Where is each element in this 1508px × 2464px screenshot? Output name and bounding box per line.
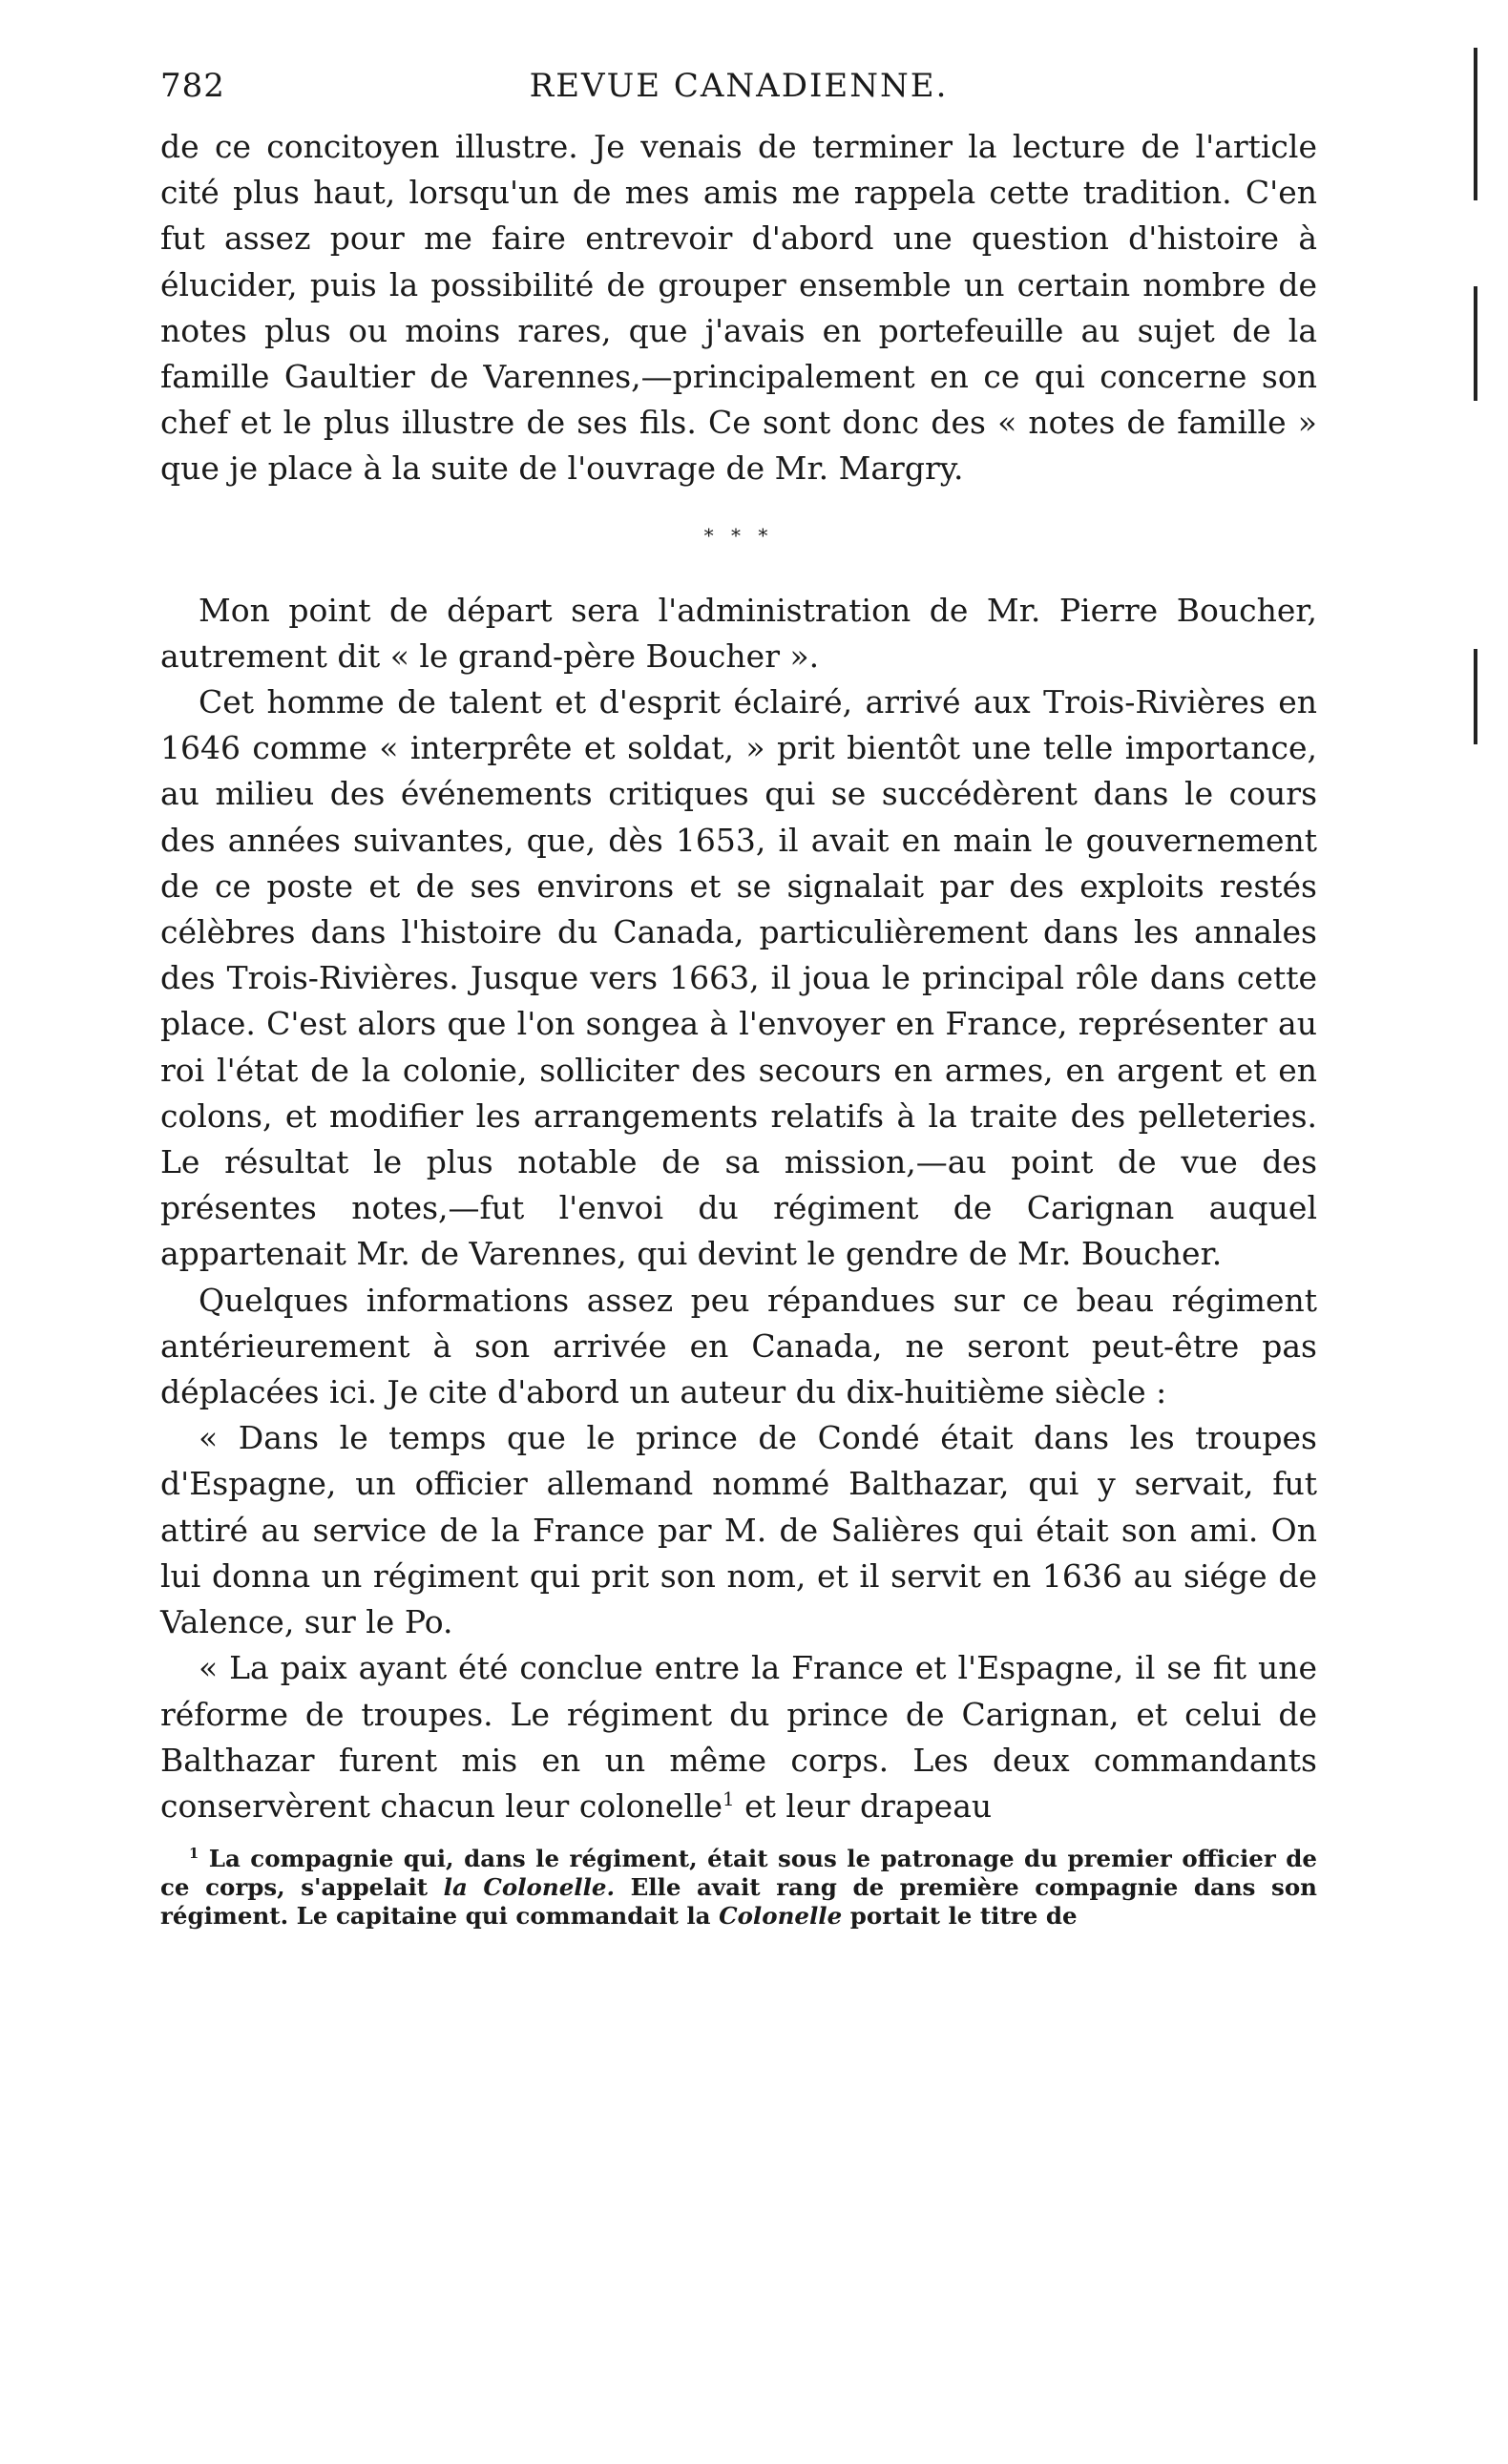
running-title: REVUE CANADIENNE. xyxy=(529,67,949,105)
document-page xyxy=(160,67,1317,1931)
footnote-italic-2: Colonelle xyxy=(719,1902,843,1931)
footnote-text-1: La compagnie qui, dans le régiment, était sous le patronage du premier officier de ce corps, s'appelait xyxy=(160,1845,1317,1902)
paragraph-6-tail: et leur drapeau xyxy=(734,1786,993,1825)
footnote-reference: 1 xyxy=(723,1787,735,1810)
paragraph-1: de ce concitoyen illustre. Je venais de terminer la lecture de l'article cité plus haut, lorsqu'un de mes amis me rappela cette tradition. C'en fut assez pour me faire entrevoir d'abord une question d'histoire à élucider, puis la possibilité de grouper ensemble un certain nombre de notes plus ou moins rares, que j'avais en portefeuille au sujet de la famille Gaultier de Varennes,—principalement en ce qui concerne son chef et le plus illustre de ses fils. Ce sont donc des « notes de famille » que je place à la suite de l'ouvrage de Mr. Margry. xyxy=(160,128,1317,488)
footnote-marker: 1 xyxy=(189,1845,199,1862)
margin-rule-upper xyxy=(1474,286,1477,401)
paragraph-5: « Dans le temps que le prince de Condé était dans les troupes d'Espagne, un officier allemand nommé Balthazar, qui y servait, fut attiré au service de la France par M. de Salières qui était son ami. On lui donna un régiment qui prit son nom, et il servit en 1636 au siége de Valence, sur le Po. xyxy=(160,1419,1317,1641)
section-separator: * * * xyxy=(703,523,774,547)
footnote-text-3: portait le titre de xyxy=(842,1902,1078,1931)
paragraph-6-text: « La paix ayant été conclue entre la France et l'Espagne, il se fit une réforme de troupes. Le régiment du prince de Carignan, et celui de Balthazar furent mis en un même corps. Les deux commandants conservèrent chacun leur colonelle xyxy=(160,1649,1317,1825)
paragraph-4: Quelques informations assez peu répandues sur ce beau régiment antérieurement à son arrivée en Canada, ne seront peut-être pas déplacées ici. Je cite d'abord un auteur du dix-huitième siècle : xyxy=(160,1281,1317,1411)
footnote-italic-1: la Colonelle. xyxy=(443,1873,616,1902)
margin-rule-top xyxy=(1474,48,1477,200)
footnotes xyxy=(160,1845,1317,1931)
footnote-text-2: Elle avait rang de première compagnie dans son régiment. Le capitaine qui commandait la xyxy=(160,1873,1317,1931)
page-header xyxy=(160,67,1317,124)
page-number: 782 xyxy=(160,67,225,105)
footnote-1 xyxy=(160,1845,1317,1931)
paragraph-2: Mon point de départ sera l'administration de Mr. Pierre Boucher, autrement dit « le grand-père Boucher ». xyxy=(160,591,1317,675)
paragraph-3: Cet homme de talent et d'esprit éclairé, arrivé aux Trois-Rivières en 1646 comme « interprête et soldat, » prit bientôt une telle importance, au milieu des événements critiques qui se succédèrent dans le cours des années suivantes, que, dès 1653, il avait en main le gouvernement de ce poste et de ses environs et se signalait par des exploits restés célèbres dans l'histoire du Canada, particulièrement dans les annales des Trois-Rivières. Jusque vers 1663, il joua le principal rôle dans cette place. C'est alors que l'on songea à l'envoyer en France, représenter au roi l'état de la colonie, solliciter des secours en armes, en argent et en colons, et modifier les arrangements relatifs à la traite des pelleteries. Le résultat le plus notable de sa mission,—au point de vue des présentes notes,—fut l'envoi du régiment de Carignan auquel appartenait Mr. de Varennes, qui devint le gendre de Mr. Boucher. xyxy=(160,683,1317,1273)
paragraph-6 xyxy=(160,1645,1317,1829)
margin-rule-middle xyxy=(1474,649,1477,744)
